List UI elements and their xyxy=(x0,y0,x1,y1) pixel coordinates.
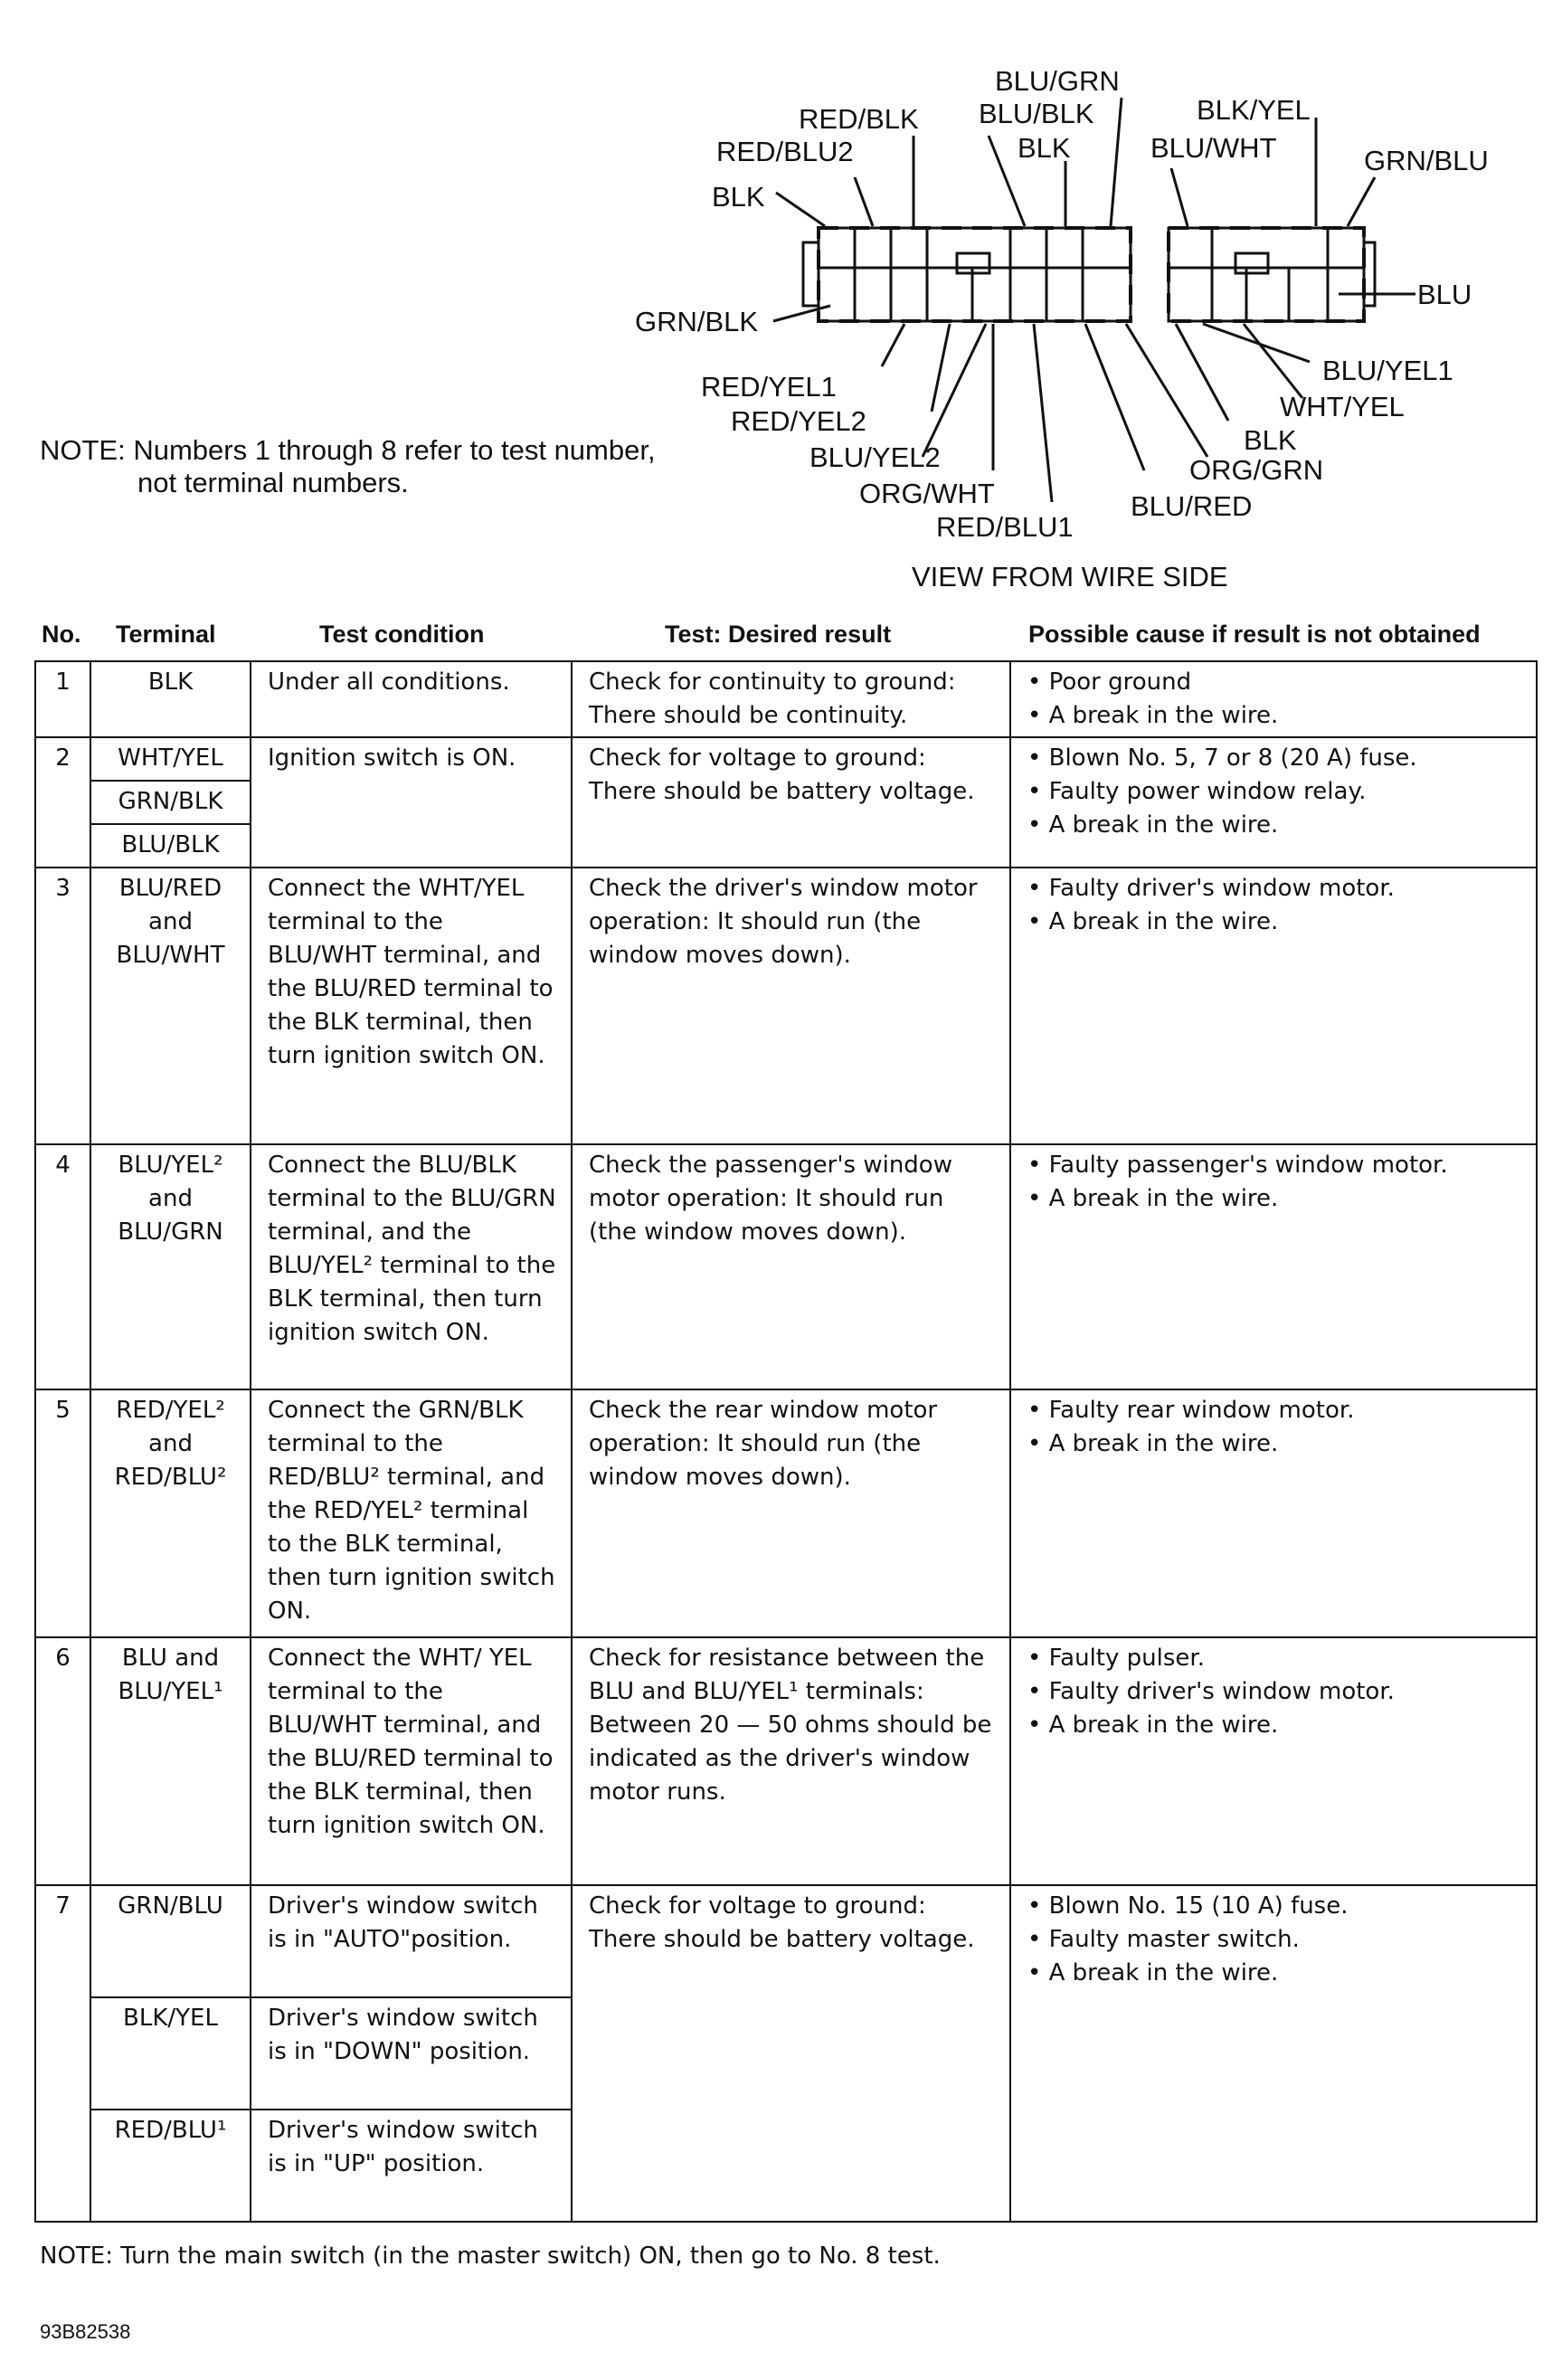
diagram-note-line: not terminal numbers. xyxy=(137,467,409,498)
desired-result: Check for continuity to ground: There should be continuity. xyxy=(572,661,1010,737)
diagram-note-line: NOTE: Numbers 1 through 8 refer to test number, xyxy=(40,434,656,466)
wire-label: BLK xyxy=(1018,132,1071,164)
cause-item: • A break in the wire. xyxy=(1027,1185,1279,1212)
view-label: VIEW FROM WIRE SIDE xyxy=(912,561,1228,593)
cause-item: • Faulty power window relay. xyxy=(1027,778,1367,805)
test-table xyxy=(34,660,1538,2223)
wire-label: GRN/BLU xyxy=(1364,145,1489,176)
wire-label: RED/YEL1 xyxy=(701,371,837,403)
table-row xyxy=(35,661,1537,737)
desired-result: Check for resistance between the BLU and BLU/YEL¹ terminals: Between 20 — 50 ohms should be indicated as the driver's window motor runs. xyxy=(572,1637,1010,1885)
header-terminal: Terminal xyxy=(116,621,216,648)
cause-item: • A break in the wire. xyxy=(1027,702,1279,729)
table-row xyxy=(35,1637,1537,1885)
test-number: 5 xyxy=(35,1389,90,1637)
terminal: BLU/RED and BLU/WHT xyxy=(90,868,251,1144)
possible-causes xyxy=(1010,1389,1537,1637)
possible-causes xyxy=(1010,1637,1537,1885)
table-row xyxy=(35,737,1537,781)
table-row xyxy=(35,1389,1537,1637)
wire-label: RED/BLU2 xyxy=(716,136,854,167)
right-connector xyxy=(1169,228,1375,321)
wire-label: BLK xyxy=(1244,424,1297,456)
test-condition: Connect the BLU/BLK terminal to the BLU/GRN terminal, and the BLU/YEL² terminal to the BLK terminal, then turn ignition switch ON. xyxy=(251,1144,572,1389)
wire-label: BLK xyxy=(712,181,765,213)
test-number: 2 xyxy=(35,737,90,868)
header-test-condition: Test condition xyxy=(319,621,485,648)
test-condition: Under all conditions. xyxy=(251,661,572,737)
diagram-note xyxy=(40,434,656,499)
wire-label: WHT/YEL xyxy=(1280,391,1405,422)
wire-label: BLU/YEL2 xyxy=(809,441,941,473)
test-condition: Connect the WHT/YEL terminal to the BLU/WHT terminal, and the BLU/RED terminal to the BLK terminal, then turn ignition switch ON. xyxy=(251,868,572,1144)
wire-label: BLU/YEL1 xyxy=(1322,355,1453,386)
cause-item: • A break in the wire. xyxy=(1027,1430,1279,1457)
connector-diagram xyxy=(0,0,1562,615)
possible-causes xyxy=(1010,737,1537,868)
header-desired-result: Test: Desired result xyxy=(665,621,892,648)
terminal: GRN/BLU xyxy=(90,1885,251,1997)
test-condition: Connect the WHT/ YEL terminal to the BLU/WHT terminal, and the BLU/RED terminal to the BLK terminal, then turn ignition switch ON. xyxy=(251,1637,572,1885)
terminal: RED/BLU¹ xyxy=(90,2110,251,2222)
cause-item: • A break in the wire. xyxy=(1027,1712,1279,1739)
terminal: GRN/BLK xyxy=(90,781,251,824)
left-connector xyxy=(803,228,1131,321)
test-number: 4 xyxy=(35,1144,90,1389)
test-condition: Ignition switch is ON. xyxy=(251,737,572,868)
terminal: BLU and BLU/YEL¹ xyxy=(90,1637,251,1885)
cause-item: • Faulty driver's window motor. xyxy=(1027,875,1395,902)
test-condition: Driver's window switch is in "DOWN" position. xyxy=(251,1997,572,2110)
desired-result: Check the passenger's window motor operation: It should run (the window moves down). xyxy=(572,1144,1010,1389)
cause-item: • Poor ground xyxy=(1027,668,1192,696)
desired-result: Check the driver's window motor operation: It should run (the window moves down). xyxy=(572,868,1010,1144)
test-condition: Driver's window switch is in "AUTO"position. xyxy=(251,1885,572,1997)
wire-labels xyxy=(635,65,1489,543)
possible-causes xyxy=(1010,1144,1537,1389)
wire-label: ORG/WHT xyxy=(859,478,995,509)
wire-label: RED/BLK xyxy=(799,103,919,135)
table-row xyxy=(35,1885,1537,1997)
wire-label: RED/BLU1 xyxy=(936,511,1074,543)
desired-result: Check for voltage to ground: There should be battery voltage. xyxy=(572,737,1010,868)
cause-item: • Faulty passenger's window motor. xyxy=(1027,1152,1448,1179)
test-condition: Connect the GRN/BLK terminal to the RED/BLU² terminal, and the RED/YEL² terminal to the BLK terminal, then turn ignition switch ON. xyxy=(251,1389,572,1637)
cause-item: • Blown No. 5, 7 or 8 (20 A) fuse. xyxy=(1027,744,1417,772)
terminal: BLU/BLK xyxy=(90,824,251,868)
cause-item: • Blown No. 15 (10 A) fuse. xyxy=(1027,1892,1349,1920)
test-number: 6 xyxy=(35,1637,90,1885)
possible-causes xyxy=(1010,1885,1537,2222)
wire-label: BLU xyxy=(1417,279,1472,310)
terminal: BLK xyxy=(90,661,251,737)
test-condition: Driver's window switch is in "UP" position. xyxy=(251,2110,572,2222)
cause-item: • A break in the wire. xyxy=(1027,908,1279,935)
footer-note: NOTE: Turn the main switch (in the master switch) ON, then go to No. 8 test. xyxy=(40,2243,941,2270)
test-number: 7 xyxy=(35,1885,90,2222)
wire-label: BLK/YEL xyxy=(1197,94,1311,126)
wire-label: BLU/GRN xyxy=(995,65,1120,97)
figure-code: 93B82538 xyxy=(40,2320,131,2343)
header-no: No. xyxy=(42,621,81,648)
wire-label: RED/YEL2 xyxy=(731,405,866,437)
terminal: BLK/YEL xyxy=(90,1997,251,2110)
cause-item: • Faulty driver's window motor. xyxy=(1027,1678,1395,1705)
table-row xyxy=(35,868,1537,1144)
test-number: 3 xyxy=(35,868,90,1144)
cause-item: • Faulty rear window motor. xyxy=(1027,1397,1355,1424)
cause-item: • Faulty master switch. xyxy=(1027,1926,1300,1953)
possible-causes xyxy=(1010,661,1537,737)
table-row xyxy=(35,1144,1537,1389)
wire-label: BLU/BLK xyxy=(979,98,1094,129)
possible-causes xyxy=(1010,868,1537,1144)
terminal: WHT/YEL xyxy=(90,737,251,781)
terminal: RED/YEL² and RED/BLU² xyxy=(90,1389,251,1637)
test-number: 1 xyxy=(35,661,90,737)
terminal: BLU/YEL² and BLU/GRN xyxy=(90,1144,251,1389)
wire-label: GRN/BLK xyxy=(635,306,759,337)
wire-label: ORG/GRN xyxy=(1189,454,1324,486)
cause-item: • Faulty pulser. xyxy=(1027,1645,1205,1672)
cause-item: • A break in the wire. xyxy=(1027,1959,1279,1986)
wire-label: BLU/RED xyxy=(1131,490,1253,522)
header-possible-cause: Possible cause if result is not obtained xyxy=(1028,621,1481,648)
wire-label: BLU/WHT xyxy=(1150,132,1277,164)
desired-result: Check for voltage to ground: There should be battery voltage. xyxy=(572,1885,1010,2222)
desired-result: Check the rear window motor operation: It should run (the window moves down). xyxy=(572,1389,1010,1637)
cause-item: • A break in the wire. xyxy=(1027,811,1279,839)
